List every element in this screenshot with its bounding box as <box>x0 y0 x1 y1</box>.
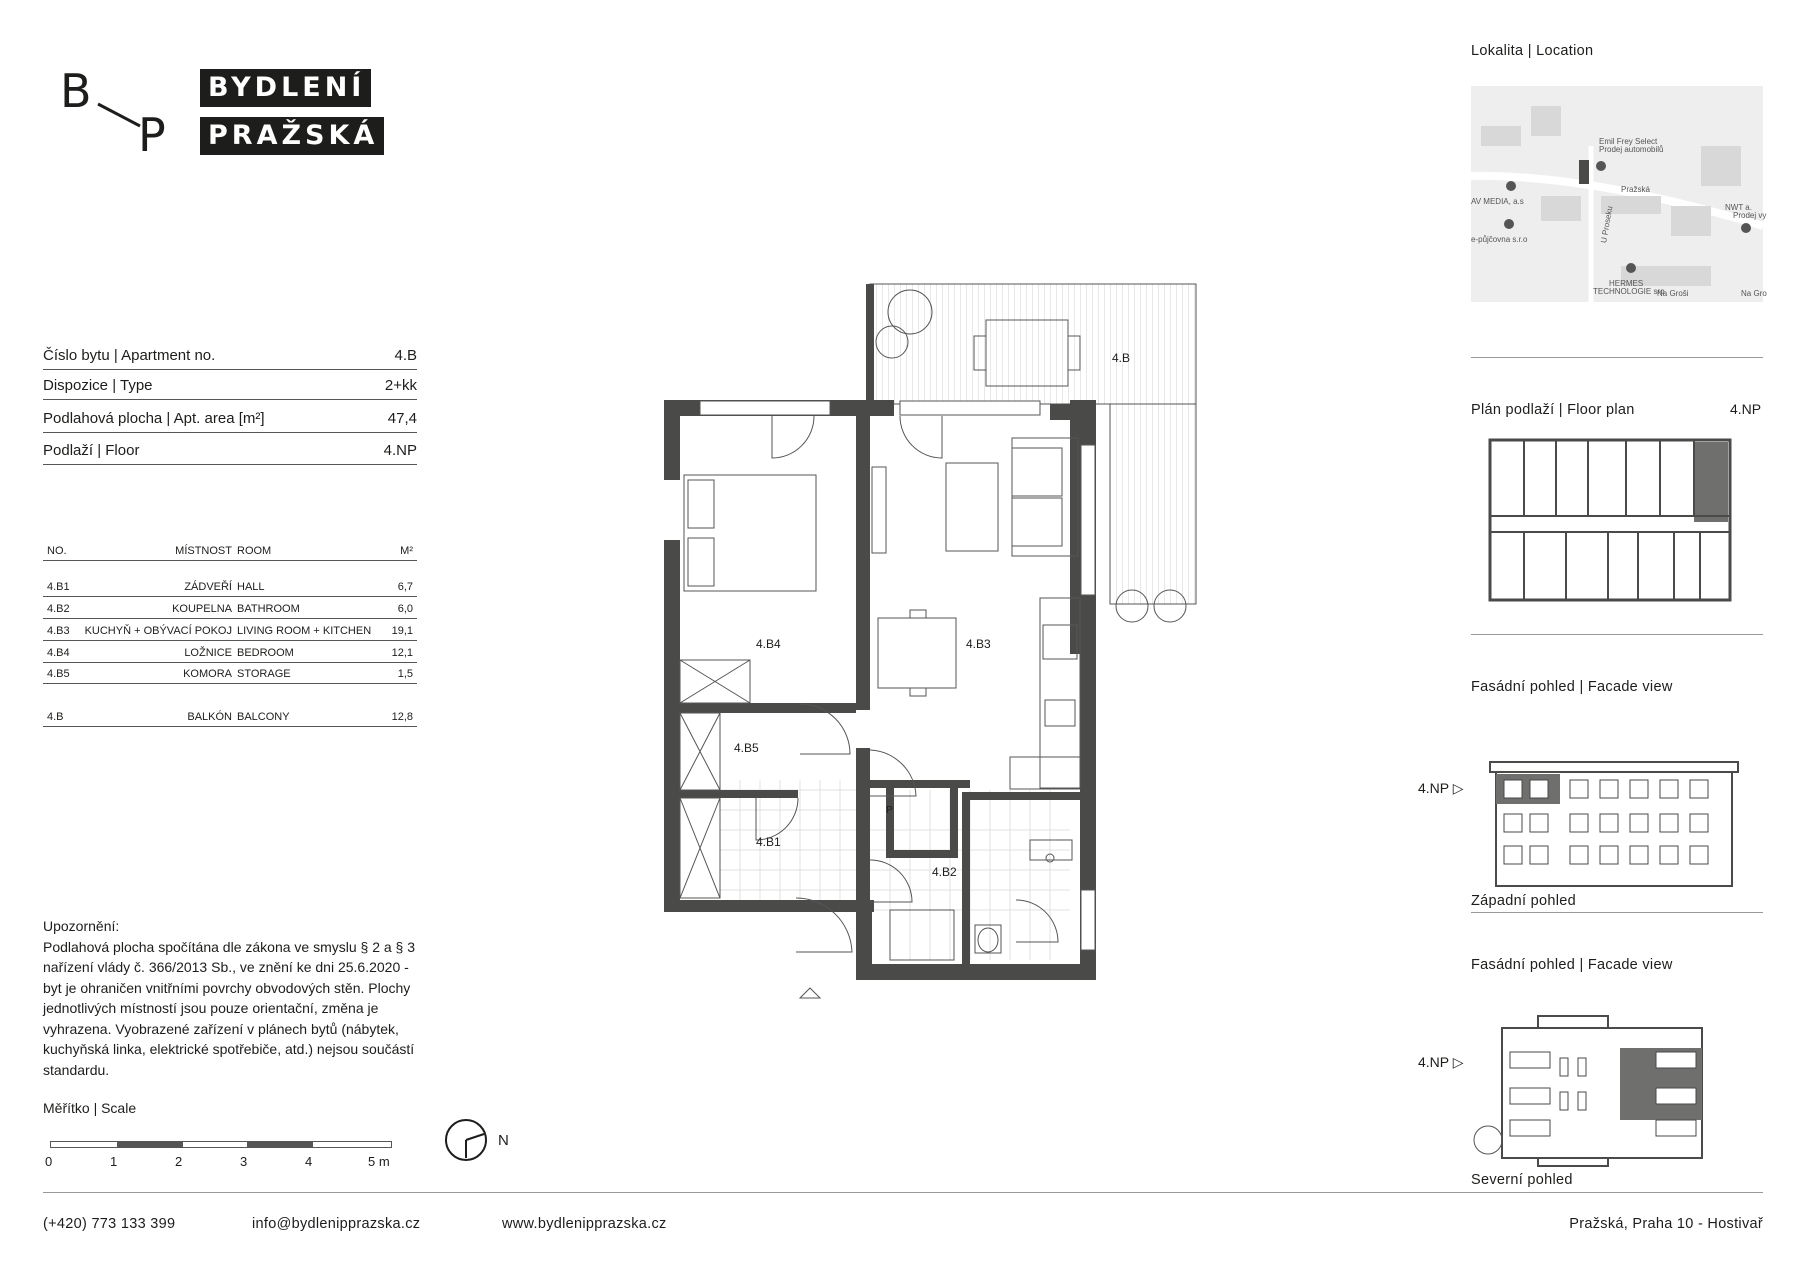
svg-text:NWT a.: NWT a. <box>1725 203 1752 212</box>
cell-m: 12,8 <box>391 711 413 723</box>
scale-tick: 5 m <box>368 1154 390 1169</box>
logo-text-line2: PRAŽSKÁ <box>200 117 384 155</box>
table-row <box>43 620 417 641</box>
svg-text:Na Gro: Na Gro <box>1741 289 1767 298</box>
facade2-title: Fasádní pohled | Facade view <box>1471 957 1673 973</box>
west-facade-drawing <box>1490 734 1738 888</box>
building-floor-plan <box>1488 436 1732 604</box>
cell-cz: KOMORA <box>183 668 232 680</box>
floorplan-floor: 4.NP <box>1730 401 1762 417</box>
cell-no: 4.B2 <box>47 603 70 615</box>
info-row <box>43 434 417 465</box>
footer-phone-link[interactable]: (+420) 773 133 399 <box>43 1216 176 1232</box>
scale-tick: 0 <box>45 1154 53 1169</box>
room-label-b1: 4.B1 <box>756 835 781 849</box>
scale-tick: 3 <box>240 1154 248 1169</box>
cell-no: 4.B <box>47 711 64 723</box>
col-m: M² <box>400 545 413 557</box>
cell-m: 6,7 <box>397 581 413 593</box>
cell-cz: KOUPELNA <box>172 603 232 615</box>
svg-text:Pražská: Pražská <box>1621 185 1650 194</box>
scale-tick: 4 <box>305 1154 313 1169</box>
facade1-floor-marker: 4.NP ▷ <box>1418 780 1464 796</box>
col-no: NO. <box>47 545 67 557</box>
svg-text:HERMES: HERMES <box>1609 279 1644 288</box>
facade2-caption: Severní pohled <box>1471 1172 1573 1188</box>
room-label-b3: 4.B3 <box>966 637 991 651</box>
north-facade-drawing <box>1470 1008 1730 1164</box>
divider <box>1471 634 1763 635</box>
cell-cz: LOŽNICE <box>184 647 232 659</box>
table-row <box>43 663 417 684</box>
disclaimer-text: Podlahová plocha spočítána dle zákona ve smyslu § 2 a § 3 nařízení vlády č. 366/2013 Sb., ve znění ke dni 25.6.2020 - byt je ohraničen vnitřními povrchy obvodových stěn. Plochy jednotlivých místností jsou pouze orientační, změna je vyhrazena. Vyobrazené zařízení v plánech bytů (nábytek, kuchyňská linka, elektrické spotřebiče, atd.) nejsou součástí standardu. <box>43 938 416 1078</box>
footer-address: Pražská, Praha 10 - Hostivař <box>1569 1216 1763 1232</box>
logo-text-line1: BYDLENÍ <box>200 69 371 107</box>
info-label: Podlaží | Floor <box>43 442 140 459</box>
cell-en: LIVING ROOM + KITCHEN <box>237 625 372 637</box>
svg-text:Prodej vy: Prodej vy <box>1733 211 1767 220</box>
cell-no: 4.B4 <box>47 647 70 659</box>
svg-text:AV MEDIA, a.s: AV MEDIA, a.s <box>1471 197 1524 206</box>
info-label: Číslo bytu | Apartment no. <box>43 347 216 364</box>
footer-divider <box>43 1192 1763 1193</box>
scale-label: Měřítko | Scale <box>43 1100 137 1116</box>
scale-tick: 1 <box>110 1154 118 1169</box>
info-row <box>43 369 417 400</box>
scale-bar <box>50 1141 392 1148</box>
balcony-floor-side <box>1110 404 1196 604</box>
table-row <box>43 642 417 663</box>
logo-letter-b: B <box>60 64 92 118</box>
divider <box>1471 357 1763 358</box>
rooms-table <box>43 540 417 740</box>
logo-mark <box>60 64 180 164</box>
scale-tick: 2 <box>175 1154 183 1169</box>
living-furniture <box>872 438 1080 789</box>
divider <box>1471 912 1763 913</box>
bed <box>684 475 816 591</box>
tiles <box>720 780 1070 960</box>
apartment-floor-plan <box>660 280 1200 980</box>
footer-web-link[interactable]: www.bydlenipprazska.cz <box>502 1216 667 1232</box>
location-title: Lokalita | Location <box>1471 43 1594 59</box>
info-value: 2+kk <box>384 377 417 394</box>
cell-en: STORAGE <box>237 668 291 680</box>
info-label: Dispozice | Type <box>43 377 153 394</box>
svg-text:Prodej automobilů: Prodej automobilů <box>1599 145 1664 154</box>
col-en: ROOM <box>237 545 272 557</box>
cell-no: 4.B5 <box>47 668 70 680</box>
north-label: N <box>498 1132 509 1149</box>
info-label: Podlahová plocha | Apt. area [m²] <box>43 410 265 427</box>
cell-m: 1,5 <box>397 668 413 680</box>
table-row <box>43 598 417 619</box>
cell-en: BATHROOM <box>237 603 300 615</box>
svg-text:e-půjčovna s.r.o: e-půjčovna s.r.o <box>1471 235 1528 244</box>
table-row-balcony <box>43 706 417 727</box>
floorplan-title: Plán podlaží | Floor plan <box>1471 402 1635 418</box>
disclaimer-title: Upozornění: <box>43 918 120 934</box>
svg-text:Emil Frey Select: Emil Frey Select <box>1599 137 1658 146</box>
cell-cz: ZÁDVEŘÍ <box>184 581 232 593</box>
cell-no: 4.B1 <box>47 581 70 593</box>
info-value: 4.B <box>394 347 417 364</box>
svg-text:TECHNOLOGIE sro: TECHNOLOGIE sro <box>1593 287 1665 296</box>
info-value: 4.NP <box>383 442 417 459</box>
logo-letter-p: P <box>138 108 166 162</box>
info-row <box>43 402 417 433</box>
room-label-balcony: 4.B <box>1112 351 1131 365</box>
rooms-table-header <box>43 540 417 561</box>
cell-m: 6,0 <box>397 603 413 615</box>
table-row <box>43 576 417 597</box>
north-arrow-icon <box>444 1118 488 1162</box>
cell-m: 12,1 <box>391 647 413 659</box>
facade1-caption: Západní pohled <box>1471 893 1576 909</box>
room-label-b2: 4.B2 <box>932 865 957 879</box>
info-value: 47,4 <box>387 410 417 427</box>
cell-m: 19,1 <box>391 625 413 637</box>
cell-no: 4.B3 <box>47 625 70 637</box>
cell-cz: KUCHYŇ + OBÝVACÍ POKOJ <box>84 625 232 637</box>
cell-cz: BALKÓN <box>187 711 232 723</box>
room-label-b4: 4.B4 <box>756 637 781 651</box>
disclaimer <box>43 916 428 1080</box>
cell-en: HALL <box>237 581 265 593</box>
cell-en: BEDROOM <box>237 647 294 659</box>
shaft-label: P <box>886 805 893 816</box>
svg-text:U Proseku: U Proseku <box>1599 205 1615 244</box>
facade2-floor-marker: 4.NP ▷ <box>1418 1054 1464 1070</box>
svg-text:Na Groši: Na Groši <box>1657 289 1689 298</box>
room-label-b5: 4.B5 <box>734 741 759 755</box>
info-row <box>43 339 417 370</box>
location-map <box>1471 86 1767 302</box>
facade1-title: Fasádní pohled | Facade view <box>1471 679 1673 695</box>
cell-en: BALCONY <box>237 711 290 723</box>
footer-email-link[interactable]: info@bydlenipprazska.cz <box>252 1216 421 1232</box>
col-cz: MÍSTNOST <box>175 545 232 557</box>
